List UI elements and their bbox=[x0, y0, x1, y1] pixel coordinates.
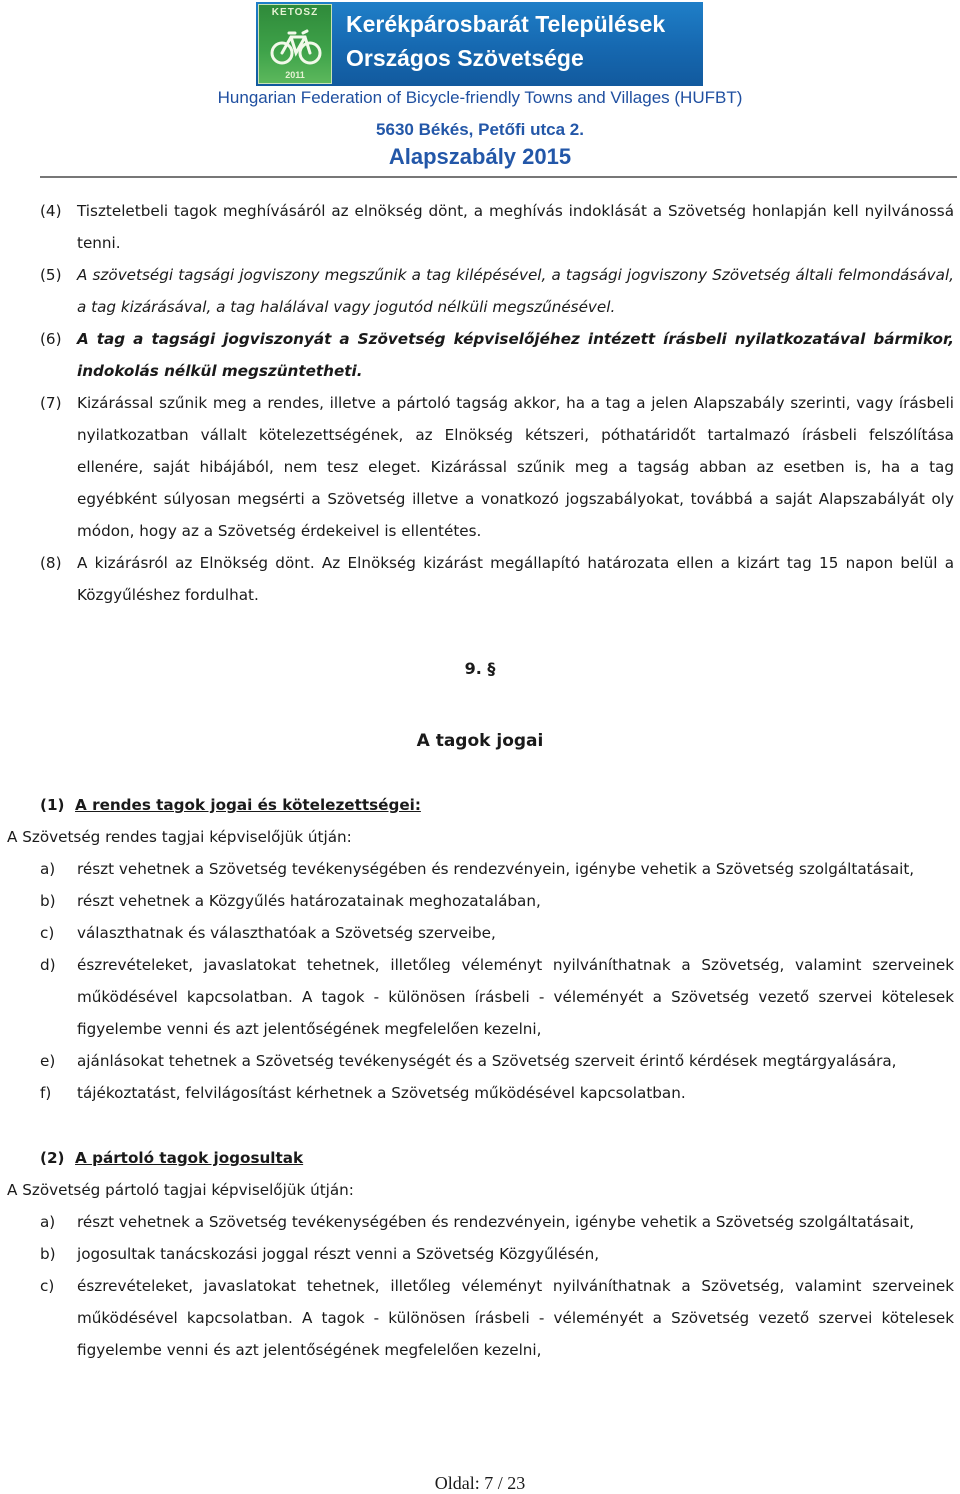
list-item bbox=[0, 853, 960, 885]
list-text: részt vehetnek a Szövetség tevékenységében és rendezvényein, igénybe vehetik a Szövetség szolgáltatásait, bbox=[77, 1213, 915, 1231]
list-letter: c) bbox=[40, 1277, 55, 1295]
subsection-2-heading bbox=[0, 1142, 960, 1174]
subsection-number: (2) bbox=[40, 1149, 65, 1167]
paragraph-text: A szövetségi tagsági jogviszony megszűnik a tag kilépésével, a tagsági jogviszony Szövetség általi felmondásával, a tag kizárásával, a tag halálával vagy jogutód nélküli megszűnésével. bbox=[77, 266, 954, 316]
list-letter: e) bbox=[40, 1052, 56, 1070]
list-text: jogosultak tanácskozási joggal részt venni a Szövetség Közgyűlésén, bbox=[77, 1245, 600, 1263]
list-letter: c) bbox=[40, 924, 55, 942]
banner-title-1: Kerékpárosbarát Települések bbox=[346, 11, 666, 37]
paragraph-text: Kizárással szűnik meg a rendes, illetve a pártoló tagság akkor, ha a tag a jelen Alapszabály szerinti, vagy írásbeli nyilatkozatban vállalt kötelezettségének, az Elnökség kétszeri, póthatáridőt tartalmazó írásbeli felszólítása ellenére, saját hibájából, nem tesz eleget. Kizárással szűnik meg a tagság abban az esetben is, ha a tag egyébként súlyosan megsérti a Szövetség illetve a vonatkozó jogszabályokat, továbbá a saját Alapszabályát oly módon, hogy az a Szövetség érdekeivel is ellentétes. bbox=[77, 394, 954, 540]
paragraph-text: Tiszteletbeli tagok meghívásáról az elnökség dönt, a meghívás indoklását a Szövetség honlapján kell nyilvánossá tenni. bbox=[77, 202, 954, 252]
paragraph-5 bbox=[0, 259, 960, 323]
paragraph-4 bbox=[0, 195, 960, 259]
paragraph-number: (6) bbox=[40, 330, 62, 348]
list-item bbox=[0, 1206, 960, 1238]
list-letter: a) bbox=[40, 1213, 56, 1231]
ketosz-logo bbox=[258, 4, 332, 84]
list-text: választhatnak és választhatóak a Szövetség szerveibe, bbox=[77, 924, 496, 942]
list-text: észrevételeket, javaslatokat tehetnek, illetőleg véleményt nyilváníthatnak a Szövetség, valamint szerveinek működésével kapcsolatban. A tagok - különösen írásbeli - véleményét a Szövetség vezető szervei kötelesek figyelembe venni és azt jelentőségének megfelelően kezelni, bbox=[77, 1277, 954, 1359]
subsection-1-intro: A Szövetség rendes tagjai képviselőjük útján: bbox=[7, 828, 352, 846]
list-text: észrevételeket, javaslatokat tehetnek, illetőleg véleményt nyilváníthatnak a Szövetség, valamint szerveinek működésével kapcsolatban. A tagok - különösen írásbeli - véleményét a Szövetség vezető szervei kötelesek figyelembe venni és azt jelentőségének megfelelően kezelni, bbox=[77, 956, 954, 1038]
header-divider bbox=[40, 176, 957, 178]
list-item bbox=[0, 917, 960, 949]
list-item bbox=[0, 1238, 960, 1270]
logo-text: KETOSZ bbox=[271, 7, 319, 18]
banner-title-2: Országos Szövetsége bbox=[346, 45, 584, 71]
paragraph-6 bbox=[0, 323, 960, 387]
list-item bbox=[0, 949, 960, 1045]
subsection-number: (1) bbox=[40, 796, 65, 814]
bicycle-icon bbox=[269, 23, 323, 67]
list-text: tájékoztatást, felvilágosítást kérhetnek a Szövetség működésével kapcsolatban. bbox=[77, 1084, 686, 1102]
list-letter: b) bbox=[40, 1245, 56, 1263]
logo-year: 2011 bbox=[285, 70, 305, 80]
subsection-1-heading bbox=[0, 789, 960, 821]
list-item bbox=[0, 1270, 960, 1366]
paragraph-number: (4) bbox=[40, 202, 62, 220]
list-text: ajánlásokat tehetnek a Szövetség tevékenységét és a Szövetség szerveit érintő kérdések megtárgyalására, bbox=[77, 1052, 897, 1070]
header-address: 5630 Békés, Petőfi utca 2. bbox=[376, 120, 584, 139]
subsection-2-intro: A Szövetség pártoló tagjai képviselőjük útján: bbox=[7, 1181, 354, 1199]
list-text: részt vehetnek a Szövetség tevékenységében és rendezvényein, igénybe vehetik a Szövetség szolgáltatásait, bbox=[77, 860, 915, 878]
header-subtitle: Hungarian Federation of Bicycle-friendly Towns and Villages (HUFBT) bbox=[217, 88, 743, 107]
list-letter: a) bbox=[40, 860, 56, 878]
paragraph-number: (7) bbox=[40, 394, 62, 412]
list-letter: d) bbox=[40, 956, 56, 974]
paragraph-number: (5) bbox=[40, 266, 62, 284]
paragraph-8 bbox=[0, 547, 960, 611]
document-title: Alapszabály 2015 bbox=[388, 144, 572, 169]
paragraph-number: (8) bbox=[40, 554, 62, 572]
list-item bbox=[0, 1077, 960, 1109]
section-title: A tagok jogai bbox=[416, 731, 544, 751]
section-number: 9. § bbox=[464, 659, 496, 678]
subsection-title: A rendes tagok jogai és kötelezettségei: bbox=[75, 796, 421, 814]
paragraph-text: A kizárásról az Elnökség dönt. Az Elnökség kizárást megállapító határozata ellen a kizárt tag 15 napon belül a Közgyűléshez fordulhat. bbox=[77, 554, 954, 604]
document-body bbox=[0, 195, 960, 1366]
list-text: részt vehetnek a Közgyűlés határozatainak meghozatalában, bbox=[77, 892, 541, 910]
list-letter: b) bbox=[40, 892, 56, 910]
page-footer: Oldal: 7 / 23 bbox=[434, 1473, 526, 1493]
header-banner bbox=[256, 2, 703, 86]
paragraph-text: A tag a tagsági jogviszonyát a Szövetség képviselőjéhez intézett írásbeli nyilatkozatával bármikor, indokolás nélkül megszüntetheti. bbox=[77, 330, 954, 380]
list-item bbox=[0, 885, 960, 917]
paragraph-7 bbox=[0, 387, 960, 547]
list-letter: f) bbox=[40, 1084, 52, 1102]
subsection-title: A pártoló tagok jogosultak bbox=[75, 1149, 304, 1167]
list-item bbox=[0, 1045, 960, 1077]
